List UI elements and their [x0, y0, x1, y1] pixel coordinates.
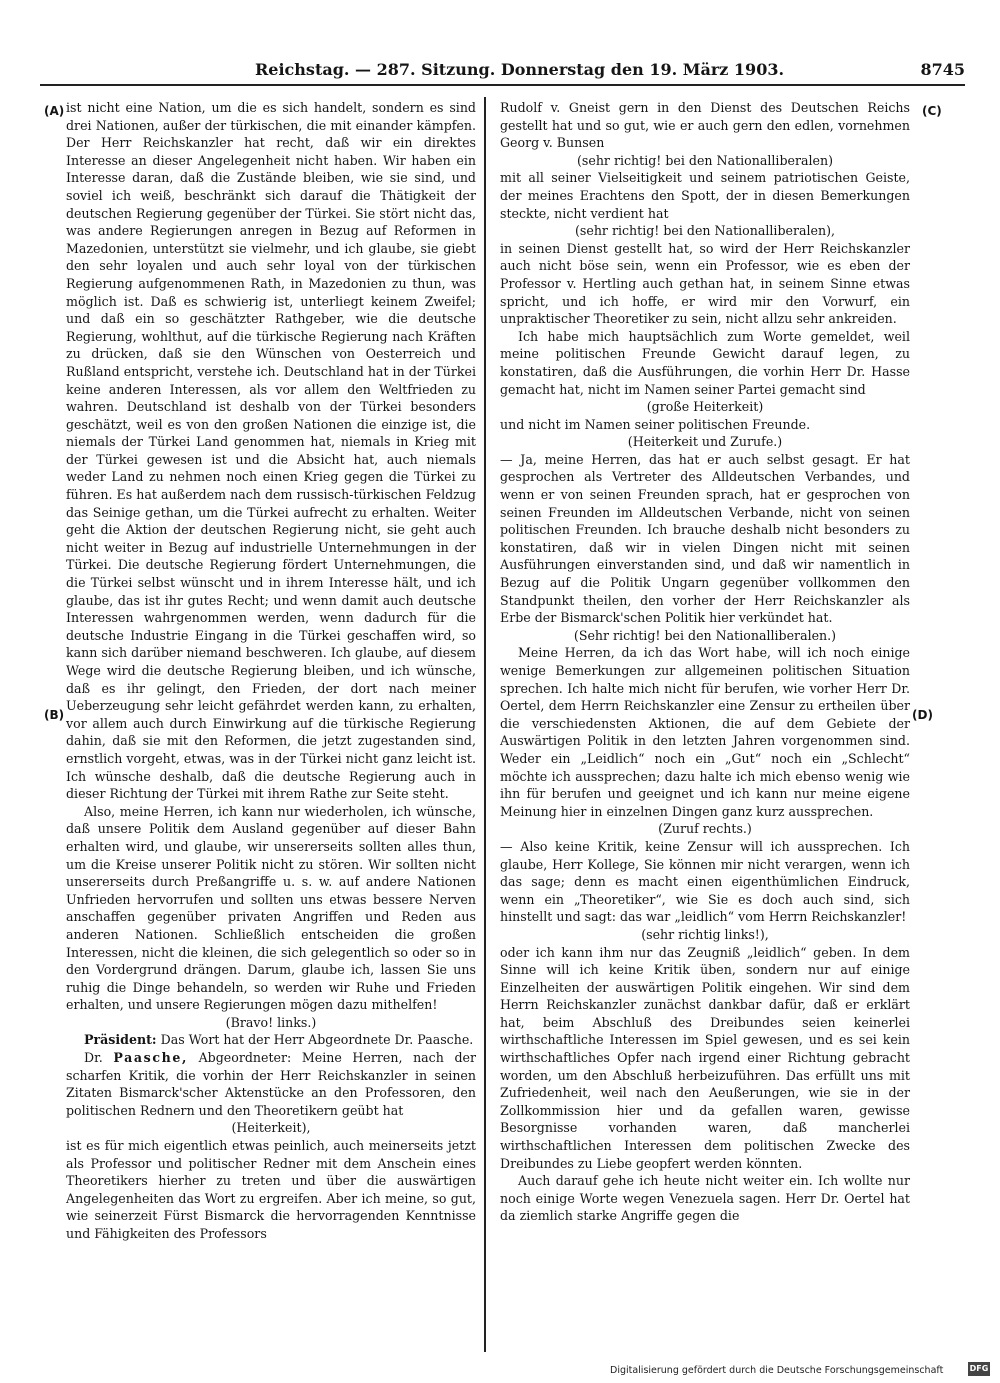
paragraph: ist nicht eine Nation, um die es sich handelt, sondern es sind drei Nationen, außer der türkischen, die mit einander kämpfen. Der Herr Reichskanzler hat recht, daß wir ein direktes Interesse an dieser Angelegenheit nicht haben. Wir haben ein Interesse daran, daß die Zustände bleiben, wie sie sind, und soviel ich weiß, beschränkt sich darauf die Thätigkeit der deutschen Regierung gegenüber der Türkei. Sie stört nicht das, was andere Regierungen anregen in Bezug auf Reformen in Mazedonien, unterstützt sie vielmehr, und ich glaube, sie giebt den sehr loyalen und auch sehr loyal von der türkischen Regierung aufgenommenen Rath, in Mazedonien zu thun, was möglich ist. Daß es schwierig ist, unterliegt keinem Zweifel; und daß ein so geschätzter Rathgeber, wie die deutsche Regierung, wohlthut, auf die türkische Regierung nach Kräften zu drücken, daß sie den Wünschen von Oesterreich und Rußland entspricht, verstehe ich. Deutschland hat in der Türkei keine anderen Interessen, als vor allem den Weltfrieden zu wahren. Deutschland ist deshalb von der Türkei besonders geschätzt, weil es von den großen Nationen die einzige ist, die niemals der Türkei Land genommen hat, niemals in Krieg mit der Türkei gewesen ist und die Absicht hat, auch niemals weder Land zu nehmen noch einen Krieg gegen die Türkei zu führen. Es hat außerdem nach dem russisch-türkischen Feldzug das Seinige gethan, um die Türkei aufrecht zu erhalten. Weiter geht die Aktion der deutschen Regierung nicht, sie geht auch nicht weiter in Bezug auf industrielle Unternehmungen in der Türkei. Die deutsche Regierung fördert Unternehmungen, die die Türkei selbst wünscht und in ihrem Interesse hält, und ich glaube, das ist ihr gutes Recht; und wenn damit auch deutsche Interessen wahrgenommen werden, wenn dadurch für die deutsche Industrie Eingang in die Türkei geschaffen wird, so kann sich darüber niemand beschweren. Ich glaube, auf diesem Wege wird die deutsche Regierung bleiben, und ich wünsche, daß es ihr gelingt, den Frieden, der dort nach meiner Ueberzeugung sehr leicht gefährdet werden kann, zu erhalten, vor allem auch durch Einwirkung auf die türkische Regierung dahin, daß sie mit den Reformen, die jetzt zugestanden sind, ernstlich vorgeht, etwas, was in der Türkei nicht ganz leicht ist. Ich wünsche deshalb, daß die deutsche Regierung auch in dieser Richtung der Türkei mit ihrem Rathe zur Seite steht. — [66, 100, 476, 802]
margin-marker-a: (A) — [44, 104, 65, 118]
interjection: (Sehr richtig! bei den Nationalliberalen.) — [573, 627, 837, 643]
paragraph: Meine Herren, da ich das Wort habe, will ich noch einige wenige Bemerkungen zur allgemeinen politischen Situation sprechen. Ich halte mich nicht für berufen, wie vorher Herr Dr. Oertel, dem Herrn Reichskanzler eine Zensur zu ertheilen über die verschiedensten Aktionen, die auf dem Gebiete der Auswärtigen Politik in den letzten Jahren vorgenommen sind. Weder ein „Leidlich“ noch ein „Gut“ noch ein „Schlecht“ möchte ich aussprechen; dazu halte ich mich ebenso wenig wie ihn für berufen und geeignet und ich kann nur meine eigene Meinung hier in einzelnen Dingen ganz kurz aussprechen. — [500, 645, 910, 819]
interjection: (Heiterkeit), — [231, 1120, 311, 1136]
president-statement — [66, 1031, 476, 1049]
margin-marker-c: (C) — [922, 104, 942, 118]
interjection: (sehr richtig! bei den Nationalliberalen) — [576, 152, 833, 168]
paragraph: Auch darauf gehe ich heute nicht weiter ein. Ich wollte nur noch einige Worte wegen Venezuela sagen. Herr Dr. Oertel hat da ziemlich starke Angriffe gegen die — [500, 1173, 910, 1224]
running-title: Reichstag. — 287. Sitzung. Donnerstag den 19. März 1903. — [255, 60, 785, 79]
margin-marker-b: (B) — [44, 708, 65, 722]
paragraph: oder ich kann ihm nur das Zeugniß „leidlich“ geben. In dem Sinne will ich keine Kritik üben, sondern nur auf einige Einzelheiten der auswärtigen Politik eingehen. Wir sind dem Herrn Reichskanzler zunächst dankbar dafür, daß er erklärt hat, beim Abschluß des Dreibundes seien keinerlei wirthschaftliche Interessen im Spiel gewesen, und es sei kein wirthschaftliches Opfer nach irgend einer Richtung gebracht worden, um den Abschluß herbeizuführen. Das erfüllt uns mit Zufriedenheit, weil nach den Aeußerungen, wie sie in der Zollkommission hier und da gefallen waren, gewisse Besorgnisse vorhanden waren, daß mancherlei wirthschaftlichen Interessen dem politischen Zwecke des Dreibundes zu Liebe geopfert werden könnten. — [500, 944, 910, 1171]
page-number: 8745 — [920, 60, 965, 79]
interjection: (große Heiterkeit) — [646, 399, 764, 415]
paragraph: — Also keine Kritik, keine Zensur will ich aussprechen. Ich glaube, Herr Kollege, Sie können mir nicht verargen, wenn ich das sage; denn es macht einen eigenthümlichen Eindruck, wenn ein „Theoretiker“, wie Sie es doch auch sind, sich hinstellt und sagt: das war „leidlich“ vom Herrn Reichskanzler! — [500, 838, 910, 925]
speaker-intro — [66, 1049, 476, 1119]
right-column — [500, 99, 910, 1225]
interjection: (sehr richtig! bei den Nationalliberalen), — [574, 223, 836, 239]
speaker-title: Dr. — [84, 1050, 103, 1066]
digitization-credit: Digitalisierung gefördert durch die Deutsche Forschungsgemeinschaft — [610, 1365, 944, 1376]
statement-text: Das Wort hat der Herr Abgeordnete Dr. Paasche. — [160, 1032, 474, 1048]
speaker-label: Präsident: — [84, 1032, 157, 1048]
header-rule — [40, 84, 965, 86]
paragraph: — Ja, meine Herren, das hat er auch selbst gesagt. Er hat gesprochen als Vertreter des Alldeutschen Verbandes, und wenn er von seinen Freunden sprach, hat er gesprochen von seinen Freunden im Alldeutschen Verbande, nicht von seinen politischen Freunden. Ich brauche deshalb nicht besonders zu konstatiren, daß wir in vielen Dingen nicht mit seinen Ausführungen einverstanden sind, und daß wir namentlich in Bezug auf die Politik Ungarn gegenüber vollkommen den Standpunkt theilen, den vorher der Herr Reichskanzler als Erbe der Bismarck'schen Politik hier verkündet hat. — [500, 451, 910, 626]
dfg-logo: DFG — [968, 1362, 990, 1376]
margin-marker-d: (D) — [912, 708, 933, 722]
page-header — [40, 60, 965, 86]
left-column — [66, 99, 476, 1243]
paragraph: Ich habe mich hauptsächlich zum Worte gemeldet, weil meine politischen Freunde Gewicht darauf legen, zu konstatiren, daß die Ausführungen, die vorhin Herr Dr. Hasse gemacht hat, nicht im Namen seiner Partei gemacht sind — [500, 328, 910, 397]
column-divider — [484, 97, 486, 1352]
paragraph: mit all seiner Vielseitigkeit und seinem patriotischen Geiste, der meines Erachtens den Spott, der in diesen Bemerkungen steckte, nicht verdient hat — [500, 170, 910, 221]
paragraph: Rudolf v. Gneist gern in den Dienst des Deutschen Reichs gestellt hat und so gut, wie er auch gern den edlen, vornehmen Georg v. Bunsen — [500, 100, 910, 151]
speaker-name: Paasche, — [113, 1050, 188, 1066]
interjection: (Heiterkeit und Zurufe.) — [627, 434, 783, 450]
paragraph: in seinen Dienst gestellt hat, so wird der Herr Reichskanzler auch nicht böse sein, wenn ein Professor, wie es eben der Professor v. Hertling auch gethan hat, in seinem Sinne etwas spricht, und ich hoffe, er wird mir den Vorwurf, ein unpraktischer Theoretiker zu sein, nicht allzu sehr ankreiden. — [500, 240, 910, 327]
paragraph: ist es für mich eigentlich etwas peinlich, auch meinerseits jetzt als Professor und politischer Redner mit dem Anschein eines Theoretikers hierher zu treten und über die auswärtigen Angelegenheiten das Wort zu ergreifen. Aber ich meine, so gut, wie seinerzeit Fürst Bismarck die hervorragenden Kenntnisse und Fähigkeiten des Professors — [66, 1138, 476, 1241]
interjection: (sehr richtig links!), — [641, 926, 769, 942]
interjection: (Zuruf rechts.) — [658, 821, 752, 837]
statement-text: Abgeordneter: Meine Herren, nach der scharfen Kritik, die vorhin der Herr Reichskanzler in seinen Zitaten Bismarck'scher Aktenstücke an den Professoren, den politischen Rednern und den Theoretikern geübt hat — [66, 1050, 476, 1118]
paragraph: und nicht im Namen seiner politischen Freunde. — [500, 416, 811, 432]
paragraph: Also, meine Herren, ich kann nur wiederholen, ich wünsche, daß unsere Politik dem Ausland gegenüber auf dieser Bahn erhalten wird, und glaube, wir unsererseits sollten alles thun, um die Kreise unserer Politik nicht zu stören. Wir sollten nicht unsererseits durch Preßangriffe u. s. w. auf andere Nationen Unfrieden hervorrufen und sollten uns etwas bessere Nerven anschaffen gegenüber privaten Angriffen und Reden aus anderen Nationen. Schließlich entscheiden die großen Interessen, nicht die kleinen, die sich gelegentlich so oder so in den Vordergrund drängen. Darum, glaube ich, lassen Sie uns ruhig die Dinge behandeln, so werden wir Ruhe und Frieden erhalten, und unsere Regierungen mögen dazu mithelfen! — [66, 803, 476, 1013]
interjection: (Bravo! links.) — [225, 1014, 317, 1030]
